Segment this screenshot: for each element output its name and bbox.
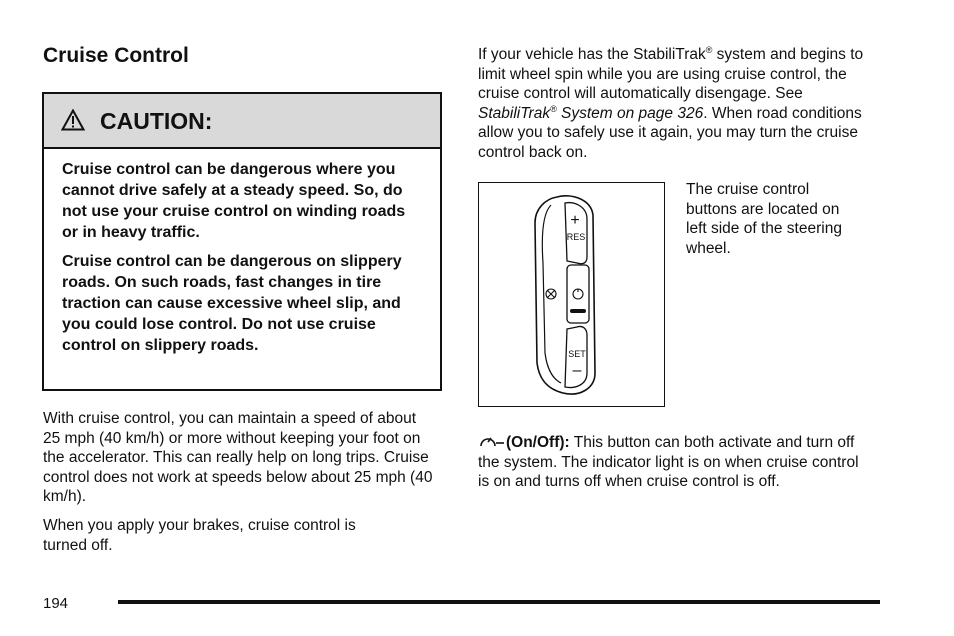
onoff-text: This button can both activate and turn off the system. The indicator light is on when cruise control is on and turns off when cruise control is off.: [478, 434, 859, 491]
body-paragraph: With cruise control, you can maintain a speed of about 25 mph (40 km/h) or more without keeping your foot on the accelerator. This can really help on long trips. Cruise control does not work at speeds below about 25 mph (40 km/h).: [43, 410, 433, 506]
minus-label: –: [572, 362, 582, 379]
body-paragraph: When you apply your brakes, cruise control is turned off.: [43, 516, 356, 554]
section-title: Cruise Control: [43, 44, 189, 67]
intro-text: system and begins to limit wheel spin while you are using cruise control, the cruise control will automatically disengage. See: [478, 46, 864, 103]
intro-text: If your vehicle has the StabiliTrak: [478, 46, 706, 63]
cross-reference-link[interactable]: StabiliTrak® System on page 326: [478, 103, 704, 122]
res-label: RES: [566, 232, 586, 242]
cruise-control-figure: [478, 182, 665, 407]
intro-text: . When road conditions allow you to safely use it again, you may turn the cruise control back on.: [478, 104, 862, 161]
footer-rule: [118, 600, 880, 604]
warning-triangle-icon: [61, 109, 85, 131]
caution-paragraph: Cruise control can be dangerous on slippery roads. On such roads, fast changes in tire traction can cause excessive wheel slip, and you could lose control. Do not use cruise control on slippery roads.: [62, 253, 402, 354]
cancel-bar: [570, 309, 586, 313]
set-label: SET: [568, 349, 586, 359]
onoff-label: (On/Off):: [506, 434, 570, 451]
figure-caption: The cruise control buttons are located on left side of the steering wheel.: [686, 181, 842, 257]
plus-label: +: [570, 212, 580, 229]
left-column-text: [43, 409, 435, 555]
registered-mark: ®: [705, 44, 713, 55]
caution-box: [42, 92, 442, 391]
caution-paragraph: Cruise control can be dangerous where you cannot drive safely at a steady speed. So, do not use your cruise control on winding roads or in heavy traffic.: [62, 161, 406, 241]
caution-body: [44, 149, 440, 356]
steering-wheel-buttons-illustration: [479, 183, 663, 405]
page-number: 194: [43, 595, 69, 612]
onoff-paragraph: [478, 433, 863, 492]
cruise-onoff-icon: [478, 433, 506, 449]
caution-header: [44, 94, 440, 149]
caution-title: CAUTION:: [100, 108, 213, 134]
right-intro-paragraph: [478, 45, 873, 163]
